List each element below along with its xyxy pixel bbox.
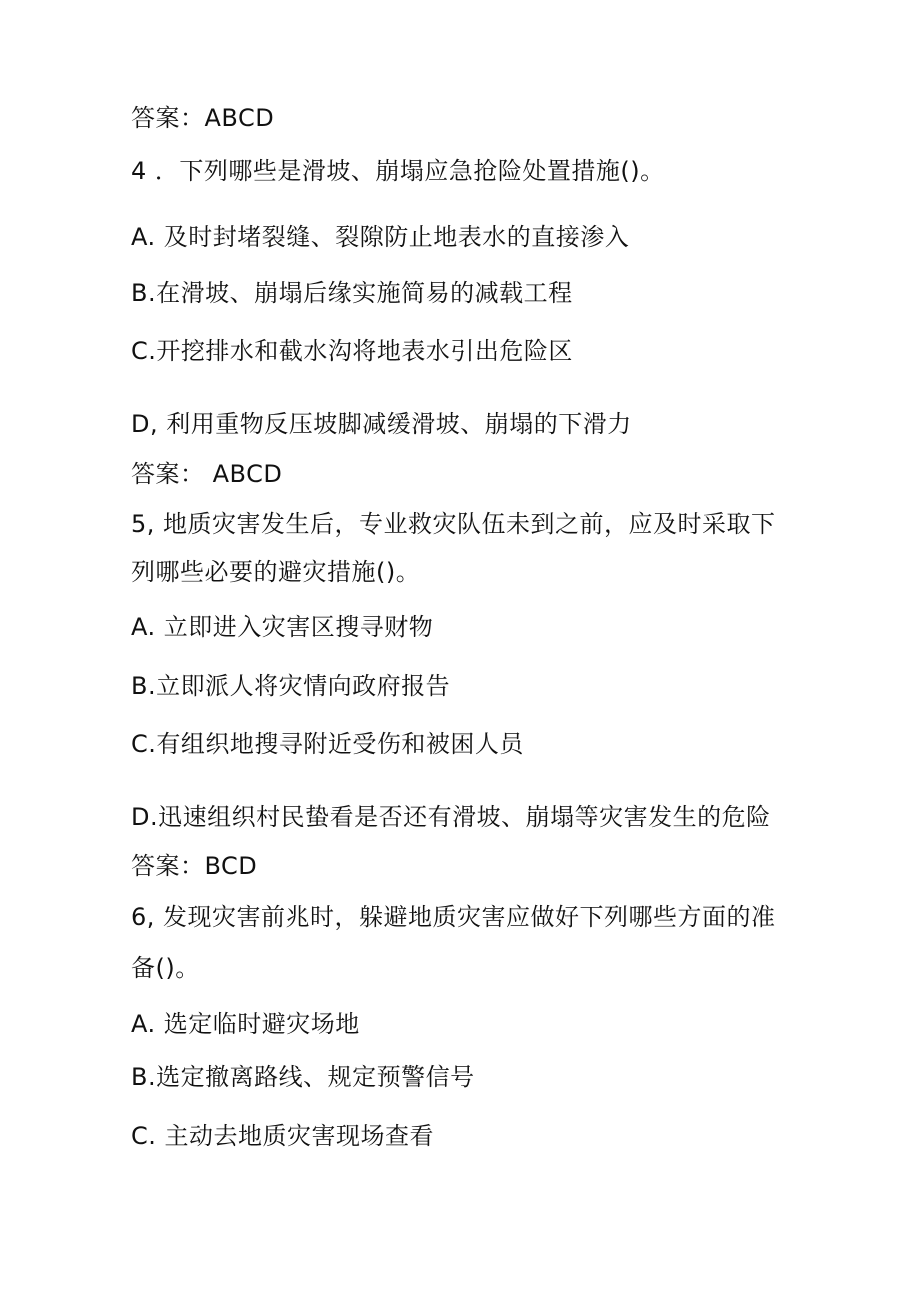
option-d: D, 利用重物反压坡脚减缓滑坡、崩塌的下滑力 bbox=[131, 410, 632, 438]
option-d: D.迅速组织村民蛰看是否还有滑坡、崩塌等灾害发生的危险 bbox=[131, 803, 771, 831]
question-6: 6, 发现灾害前兆时，躲避地质灾害应做好下列哪些方面的准 bbox=[131, 903, 776, 931]
option-b: B.在滑坡、崩塌后缘实施简易的减载工程 bbox=[131, 279, 573, 307]
answer-line: 答案： ABCD bbox=[131, 460, 283, 488]
option-a: A. 选定临时避灾场地 bbox=[131, 1010, 360, 1038]
question-5: 5, 地质灾害发生后，专业救灾队伍未到之前，应及时采取下 bbox=[131, 510, 776, 538]
answer-line: 答案：BCD bbox=[131, 852, 258, 880]
option-c: C.有组织地搜寻附近受伤和被困人员 bbox=[131, 730, 524, 758]
question-4: 4 ．下列哪些是滑坡、崩塌应急抢险处置措施()。 bbox=[131, 157, 665, 185]
question-5-continued: 列哪些必要的避灾措施()。 bbox=[131, 558, 421, 586]
option-c: C.开挖排水和截水沟将地表水引出危险区 bbox=[131, 337, 573, 365]
option-b: B.立即派人将灾情向政府报告 bbox=[131, 672, 451, 700]
answer-line: 答案：ABCD bbox=[131, 104, 275, 132]
option-c: C. 主动去地质灾害现场查看 bbox=[131, 1122, 435, 1150]
option-b: B.选定撤离路线、规定预警信号 bbox=[131, 1063, 475, 1091]
option-a: A. 立即进入灾害区搜寻财物 bbox=[131, 613, 434, 641]
option-a: A. 及时封堵裂缝、裂隙防止地表水的直接渗入 bbox=[131, 223, 630, 251]
question-6-continued: 备()。 bbox=[131, 954, 200, 982]
